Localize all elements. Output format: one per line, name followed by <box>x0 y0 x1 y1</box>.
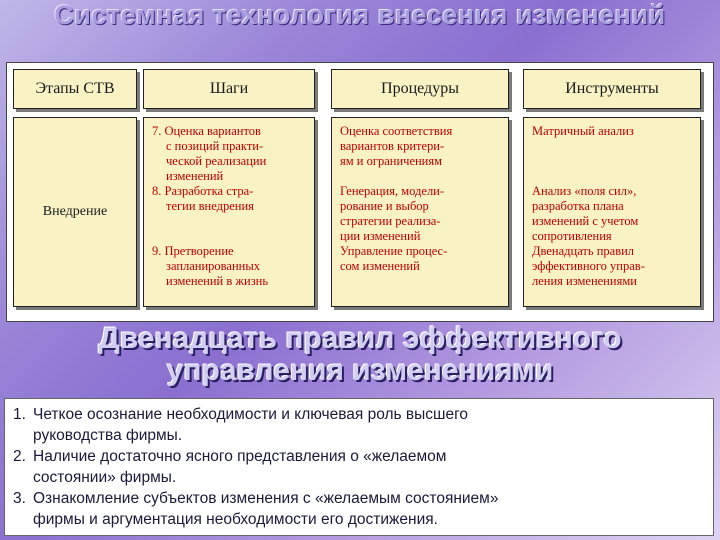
header-steps: Шаги <box>143 69 315 109</box>
stage-label: Внедрение <box>42 204 108 219</box>
procedure-item: Генерация, модели- рование и выбор стратегии реализа- ции изменений Управление процес- сом изменений <box>340 184 448 273</box>
rules-list <box>4 398 714 536</box>
steps-cell <box>143 117 315 307</box>
instrument-item: Матричный анализ <box>532 124 634 138</box>
header-stages: Этапы СТВ <box>13 69 137 109</box>
rule-item: 3. Ознакомление субъектов изменения с «желаемым состоянием» фирмы и аргументация необходимости его достижения. <box>13 490 499 528</box>
stage-cell <box>13 117 137 307</box>
instrument-item: Анализ «поля сил», разработка плана изменений с учетом сопротивления Двенадцать правил эффективного управ- ления изменениями <box>532 184 645 288</box>
step-item: 8. Разработка стра- тегии внедрения <box>152 184 254 213</box>
header-procedures: Процедуры <box>331 69 509 109</box>
stv-table <box>6 62 714 322</box>
slide-title: Системная технология внесения изменений <box>54 0 666 30</box>
rules-heading: Двенадцать правил эффективного управления изменениями <box>98 322 622 387</box>
procedures-cell <box>331 117 509 307</box>
step-item: 9. Претворение запланированных изменений в жизнь <box>152 244 269 288</box>
instruments-cell <box>523 117 701 307</box>
procedure-item: Оценка соответствия вариантов критери- ям и ограничениям <box>340 124 453 168</box>
step-item: 7. Оценка вариантов с позиций практи- ческой реализации изменений <box>152 124 267 183</box>
header-instruments: Инструменты <box>523 69 701 109</box>
rule-item: 1. Четкое осознание необходимости и ключевая роль высшего руководства фирмы. <box>13 406 469 444</box>
rule-item: 2. Наличие достаточно ясного представления о «желаемом состоянии» фирмы. <box>13 448 447 486</box>
